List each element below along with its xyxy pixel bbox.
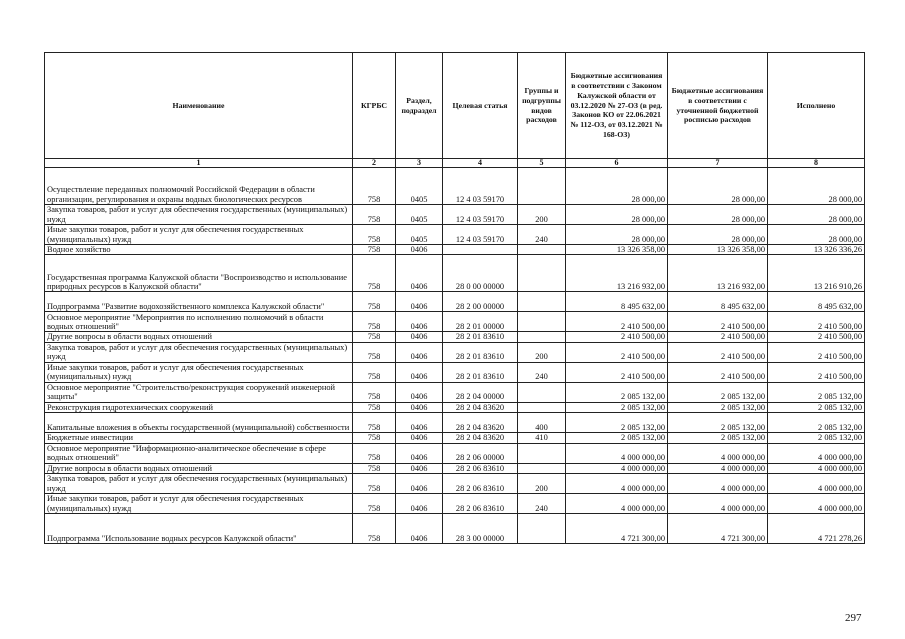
row-law-amount-cell: 4 000 000,00 <box>566 474 668 494</box>
row-section-cell: 0406 <box>396 312 443 332</box>
col-number: 1 <box>45 159 353 168</box>
row-kgrbs-cell: 758 <box>353 514 396 544</box>
row-kgrbs-cell: 758 <box>353 312 396 332</box>
row-name-cell: Другие вопросы в области водных отношений <box>45 332 353 342</box>
row-kgrbs-cell: 758 <box>353 402 396 412</box>
col-number: 4 <box>443 159 518 168</box>
row-law-amount-cell: 4 721 300,00 <box>566 514 668 544</box>
table-row <box>45 443 865 463</box>
row-name-cell: Иные закупки товаров, работ и услуг для обеспечения государственных (муниципальных) нужд <box>45 494 353 514</box>
col-header-section: Раздел, подраздел <box>396 53 443 159</box>
row-target-cell <box>443 245 518 255</box>
row-section-cell: 0406 <box>396 255 443 292</box>
row-group-cell: 410 <box>518 433 566 443</box>
table-row <box>45 168 865 205</box>
row-done-amount-cell: 28 000,00 <box>768 168 865 205</box>
row-section-cell: 0406 <box>396 245 443 255</box>
row-law-amount-cell: 8 495 632,00 <box>566 292 668 312</box>
row-kgrbs-cell: 758 <box>353 255 396 292</box>
row-budget-amount-cell: 2 410 500,00 <box>668 362 768 382</box>
col-number: 8 <box>768 159 865 168</box>
row-group-cell <box>518 443 566 463</box>
row-done-amount-cell: 28 000,00 <box>768 225 865 245</box>
row-done-amount-cell: 2 085 132,00 <box>768 433 865 443</box>
row-budget-amount-cell: 4 000 000,00 <box>668 463 768 473</box>
row-done-amount-cell: 8 495 632,00 <box>768 292 865 312</box>
row-law-amount-cell: 4 000 000,00 <box>566 463 668 473</box>
row-group-cell: 240 <box>518 225 566 245</box>
page-number: 297 <box>845 612 862 624</box>
row-law-amount-cell: 2 085 132,00 <box>566 413 668 433</box>
row-kgrbs-cell: 758 <box>353 443 396 463</box>
table-row <box>45 205 865 225</box>
row-law-amount-cell: 2 085 132,00 <box>566 433 668 443</box>
row-group-cell <box>518 245 566 255</box>
row-section-cell: 0406 <box>396 514 443 544</box>
row-target-cell: 28 2 01 83610 <box>443 332 518 342</box>
row-name-cell: Водное хозяйство <box>45 245 353 255</box>
row-kgrbs-cell: 758 <box>353 413 396 433</box>
row-done-amount-cell: 4 721 278,26 <box>768 514 865 544</box>
row-name-cell: Основное мероприятие "Информационно-аналитическое обеспечение в сфере водных отношений" <box>45 443 353 463</box>
row-name-cell: Подпрограмма "Использование водных ресурсов Калужской области" <box>45 514 353 544</box>
row-target-cell: 28 2 06 83610 <box>443 494 518 514</box>
row-done-amount-cell: 4 000 000,00 <box>768 463 865 473</box>
row-name-cell: Бюджетные инвестиции <box>45 433 353 443</box>
row-group-cell: 400 <box>518 413 566 433</box>
row-budget-amount-cell: 28 000,00 <box>668 168 768 205</box>
row-name-cell: Закупка товаров, работ и услуг для обеспечения государственных (муниципальных) нужд <box>45 205 353 225</box>
row-name-cell: Другие вопросы в области водных отношений <box>45 463 353 473</box>
table-row <box>45 474 865 494</box>
col-header-law: Бюджетные ассигнования в соответствии с Законом Калужской области от 03.12.2020 № 27-ОЗ (в ред. Законов КО от 22.06.2021 № 112-ОЗ, от 03.12.2021 № 168-ОЗ) <box>566 53 668 159</box>
col-header-kgrbs: КГРБС <box>353 53 396 159</box>
row-law-amount-cell: 2 410 500,00 <box>566 342 668 362</box>
row-name-cell: Основное мероприятие "Мероприятия по исполнению полномочий в области водных отношений" <box>45 312 353 332</box>
row-law-amount-cell: 13 216 932,00 <box>566 255 668 292</box>
row-target-cell: 28 2 06 83610 <box>443 474 518 494</box>
row-kgrbs-cell: 758 <box>353 494 396 514</box>
table-row <box>45 494 865 514</box>
row-group-cell <box>518 312 566 332</box>
row-budget-amount-cell: 8 495 632,00 <box>668 292 768 312</box>
row-law-amount-cell: 28 000,00 <box>566 205 668 225</box>
row-kgrbs-cell: 758 <box>353 332 396 342</box>
row-section-cell: 0406 <box>396 443 443 463</box>
row-section-cell: 0406 <box>396 494 443 514</box>
row-group-cell <box>518 168 566 205</box>
row-kgrbs-cell: 758 <box>353 382 396 402</box>
row-law-amount-cell: 2 410 500,00 <box>566 362 668 382</box>
row-name-cell: Осуществление переданных полномочий Российской Федерации в области организации, регулирования и охраны водных биологических ресурсов <box>45 168 353 205</box>
row-budget-amount-cell: 13 216 932,00 <box>668 255 768 292</box>
row-done-amount-cell: 2 085 132,00 <box>768 402 865 412</box>
row-budget-amount-cell: 4 000 000,00 <box>668 494 768 514</box>
row-target-cell: 28 3 00 00000 <box>443 514 518 544</box>
row-section-cell: 0405 <box>396 205 443 225</box>
row-group-cell <box>518 332 566 342</box>
row-kgrbs-cell: 758 <box>353 463 396 473</box>
row-target-cell: 28 2 04 83620 <box>443 433 518 443</box>
row-section-cell: 0406 <box>396 292 443 312</box>
row-budget-amount-cell: 2 085 132,00 <box>668 382 768 402</box>
row-group-cell: 200 <box>518 474 566 494</box>
table-row <box>45 245 865 255</box>
row-budget-amount-cell: 2 410 500,00 <box>668 342 768 362</box>
col-header-budget: Бюджетные ассигнования в соответствии с уточненной бюджетной росписью расходов <box>668 53 768 159</box>
row-kgrbs-cell: 758 <box>353 205 396 225</box>
row-target-cell: 12 4 03 59170 <box>443 225 518 245</box>
row-target-cell: 28 0 00 00000 <box>443 255 518 292</box>
row-done-amount-cell: 4 000 000,00 <box>768 494 865 514</box>
col-number: 6 <box>566 159 668 168</box>
row-law-amount-cell: 4 000 000,00 <box>566 494 668 514</box>
row-group-cell <box>518 382 566 402</box>
row-budget-amount-cell: 13 326 358,00 <box>668 245 768 255</box>
row-done-amount-cell: 13 326 336,26 <box>768 245 865 255</box>
row-target-cell: 28 2 04 83620 <box>443 413 518 433</box>
row-kgrbs-cell: 758 <box>353 362 396 382</box>
row-law-amount-cell: 28 000,00 <box>566 225 668 245</box>
row-target-cell: 12 4 03 59170 <box>443 168 518 205</box>
row-group-cell: 200 <box>518 205 566 225</box>
row-kgrbs-cell: 758 <box>353 433 396 443</box>
col-number: 5 <box>518 159 566 168</box>
row-budget-amount-cell: 2 410 500,00 <box>668 332 768 342</box>
row-budget-amount-cell: 2 085 132,00 <box>668 413 768 433</box>
row-done-amount-cell: 2 085 132,00 <box>768 382 865 402</box>
row-name-cell: Закупка товаров, работ и услуг для обеспечения государственных (муниципальных) нужд <box>45 342 353 362</box>
table-row <box>45 332 865 342</box>
row-name-cell: Реконструкция гидротехнических сооружений <box>45 402 353 412</box>
row-section-cell: 0406 <box>396 362 443 382</box>
col-header-target: Целевая статья <box>443 53 518 159</box>
row-target-cell: 28 2 04 00000 <box>443 382 518 402</box>
table-row <box>45 463 865 473</box>
row-law-amount-cell: 13 326 358,00 <box>566 245 668 255</box>
row-name-cell: Иные закупки товаров, работ и услуг для обеспечения государственных (муниципальных) нужд <box>45 362 353 382</box>
row-law-amount-cell: 28 000,00 <box>566 168 668 205</box>
row-target-cell: 28 2 06 00000 <box>443 443 518 463</box>
row-law-amount-cell: 2 085 132,00 <box>566 402 668 412</box>
table-row <box>45 433 865 443</box>
row-section-cell: 0406 <box>396 342 443 362</box>
table-body <box>45 168 865 544</box>
row-target-cell: 12 4 03 59170 <box>443 205 518 225</box>
row-group-cell: 240 <box>518 362 566 382</box>
row-kgrbs-cell: 758 <box>353 292 396 312</box>
col-number: 3 <box>396 159 443 168</box>
row-kgrbs-cell: 758 <box>353 168 396 205</box>
row-done-amount-cell: 2 085 132,00 <box>768 413 865 433</box>
row-done-amount-cell: 28 000,00 <box>768 205 865 225</box>
row-name-cell: Иные закупки товаров, работ и услуг для обеспечения государственных (муниципальных) нужд <box>45 225 353 245</box>
row-done-amount-cell: 2 410 500,00 <box>768 342 865 362</box>
row-kgrbs-cell: 758 <box>353 245 396 255</box>
table-row <box>45 382 865 402</box>
row-section-cell: 0406 <box>396 382 443 402</box>
row-kgrbs-cell: 758 <box>353 342 396 362</box>
row-name-cell: Основное мероприятие "Строительство/реконструкция сооружений инженерной защиты" <box>45 382 353 402</box>
row-target-cell: 28 2 06 83610 <box>443 463 518 473</box>
row-budget-amount-cell: 2 410 500,00 <box>668 312 768 332</box>
col-number: 2 <box>353 159 396 168</box>
row-name-cell: Государственная программа Калужской области "Воспроизводство и использование природных ресурсов в Калужской области" <box>45 255 353 292</box>
row-group-cell <box>518 292 566 312</box>
row-section-cell: 0405 <box>396 225 443 245</box>
row-group-cell: 240 <box>518 494 566 514</box>
table-row <box>45 413 865 433</box>
table-row <box>45 225 865 245</box>
row-section-cell: 0406 <box>396 474 443 494</box>
row-done-amount-cell: 2 410 500,00 <box>768 362 865 382</box>
budget-table-sheet <box>44 52 864 544</box>
row-done-amount-cell: 2 410 500,00 <box>768 332 865 342</box>
row-budget-amount-cell: 4 000 000,00 <box>668 474 768 494</box>
table-row <box>45 514 865 544</box>
row-law-amount-cell: 2 410 500,00 <box>566 332 668 342</box>
table-row <box>45 312 865 332</box>
row-budget-amount-cell: 28 000,00 <box>668 225 768 245</box>
row-group-cell <box>518 255 566 292</box>
row-group-cell: 200 <box>518 342 566 362</box>
row-budget-amount-cell: 4 000 000,00 <box>668 443 768 463</box>
row-law-amount-cell: 2 085 132,00 <box>566 382 668 402</box>
table-row <box>45 255 865 292</box>
row-done-amount-cell: 2 410 500,00 <box>768 312 865 332</box>
row-section-cell: 0406 <box>396 463 443 473</box>
row-target-cell: 28 2 04 83620 <box>443 402 518 412</box>
row-section-cell: 0406 <box>396 402 443 412</box>
row-name-cell: Закупка товаров, работ и услуг для обеспечения государственных (муниципальных) нужд <box>45 474 353 494</box>
row-kgrbs-cell: 758 <box>353 474 396 494</box>
row-name-cell: Капитальные вложения в объекты государственной (муниципальной) собственности <box>45 413 353 433</box>
header-row <box>45 53 865 159</box>
col-header-groups: Группы и подгруппы видов расходов <box>518 53 566 159</box>
table-row <box>45 402 865 412</box>
budget-execution-table <box>44 52 865 544</box>
row-budget-amount-cell: 2 085 132,00 <box>668 402 768 412</box>
table-row <box>45 292 865 312</box>
row-done-amount-cell: 4 000 000,00 <box>768 474 865 494</box>
row-group-cell <box>518 463 566 473</box>
col-header-done: Исполнено <box>768 53 865 159</box>
row-section-cell: 0406 <box>396 433 443 443</box>
table-row <box>45 342 865 362</box>
row-section-cell: 0405 <box>396 168 443 205</box>
col-number: 7 <box>668 159 768 168</box>
row-budget-amount-cell: 2 085 132,00 <box>668 433 768 443</box>
table-row <box>45 362 865 382</box>
row-target-cell: 28 2 01 83610 <box>443 362 518 382</box>
row-section-cell: 0406 <box>396 413 443 433</box>
row-section-cell: 0406 <box>396 332 443 342</box>
row-law-amount-cell: 2 410 500,00 <box>566 312 668 332</box>
row-budget-amount-cell: 28 000,00 <box>668 205 768 225</box>
row-group-cell <box>518 514 566 544</box>
row-done-amount-cell: 13 216 910,26 <box>768 255 865 292</box>
row-target-cell: 28 2 01 00000 <box>443 312 518 332</box>
row-target-cell: 28 2 00 00000 <box>443 292 518 312</box>
col-header-name: Наименование <box>45 53 353 159</box>
row-budget-amount-cell: 4 721 300,00 <box>668 514 768 544</box>
row-target-cell: 28 2 01 83610 <box>443 342 518 362</box>
column-number-row <box>45 159 865 168</box>
row-name-cell: Подпрограмма "Развитие водохозяйственного комплекса Калужской области" <box>45 292 353 312</box>
row-law-amount-cell: 4 000 000,00 <box>566 443 668 463</box>
row-group-cell <box>518 402 566 412</box>
row-done-amount-cell: 4 000 000,00 <box>768 443 865 463</box>
row-kgrbs-cell: 758 <box>353 225 396 245</box>
